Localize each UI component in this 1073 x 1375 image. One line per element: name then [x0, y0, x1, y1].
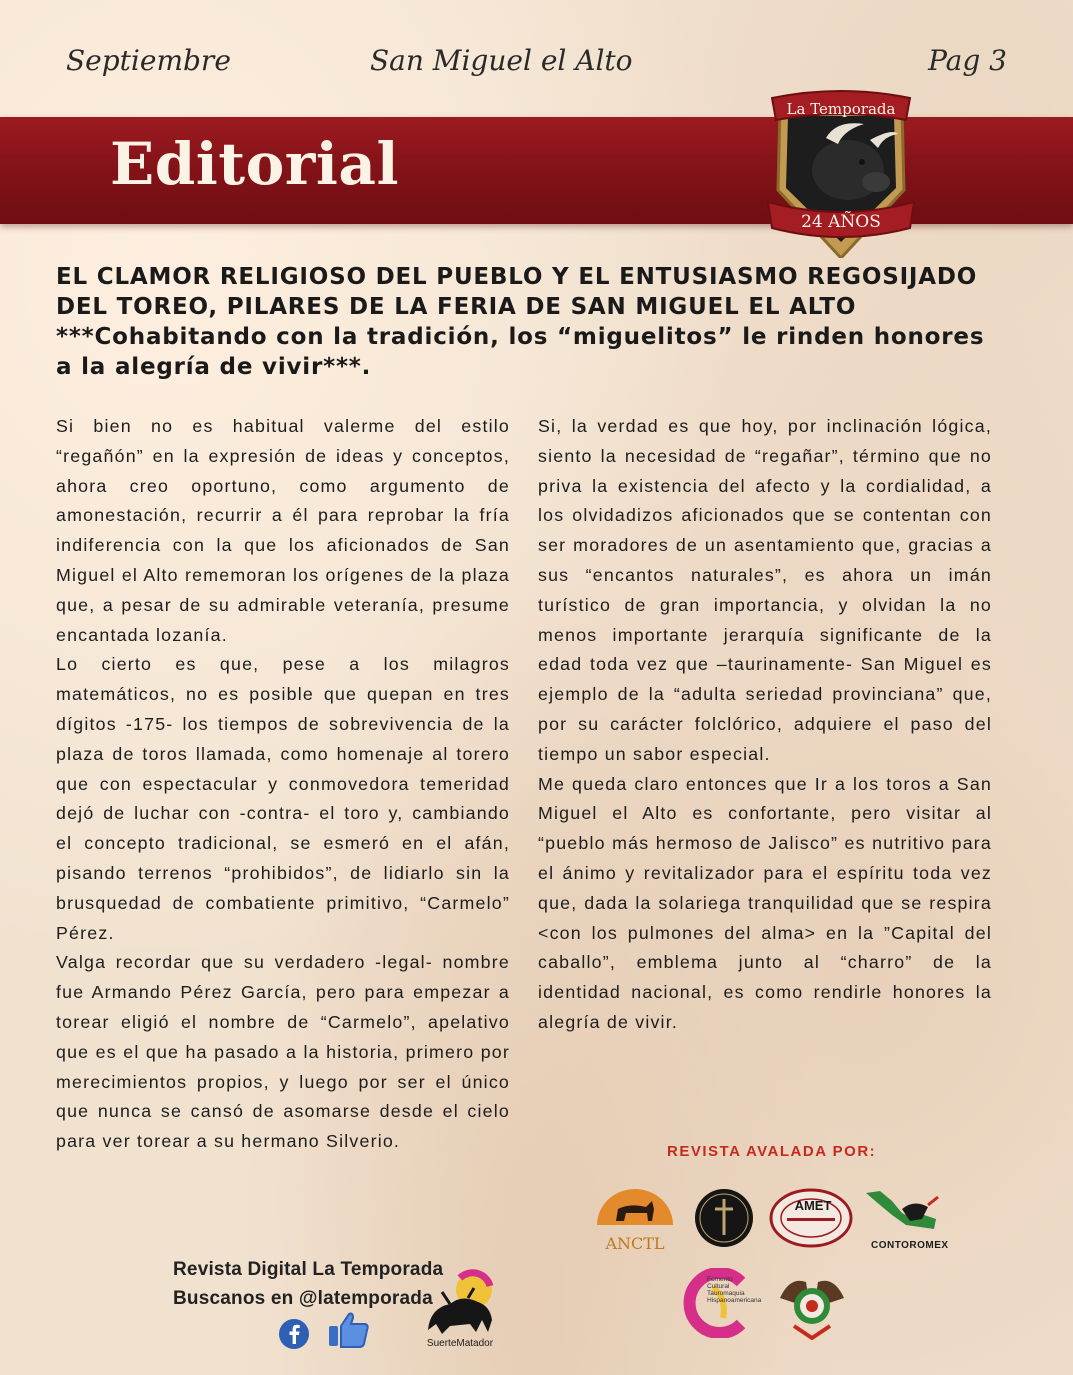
horse-arch-logo: [592, 1185, 678, 1255]
article-column-left: [56, 412, 510, 1157]
bullring-logo: [769, 1188, 853, 1248]
sponsor-anctl-label: ANCTL: [605, 1234, 665, 1253]
header-page-number: Pag 3: [928, 44, 1007, 77]
article-paragraph: Me queda claro entonces que Ir a los toros a San Miguel el Alto es confortante, pero visitar al “pueblo más hermoso de Jalisco” es nutritivo para el ánimo y revitalizador para el espíritu toda vez que, dada la solariega tranquilidad que se respira <con los pulmones del alma> en la ”Capital del caballo”, emblema junto al “charro” de la identidad nacional, es como rendirle honores la alegría de vivir.: [538, 773, 992, 1032]
logo-years-text: 24 AÑOS: [801, 212, 881, 232]
article-paragraph: Lo cierto es que, pese a los milagros matemáticos, no es posible que quepan en tres dígitos -175- los tiempos de sobrevivencia de la plaza de toros llamada, como homenaje al torero que con espectacular y conmovedora temeridad dejó de luchar con -contra- el toro y, cambiando el concepto tradicional, se esmeró en el afán, pisando terrenos “prohibidos”, de lidiarlo sin la brusquedad de combatiente primitivo, “Carmelo” Pérez.: [56, 654, 510, 943]
banner-title: Editorial: [110, 130, 399, 198]
suerte-matador-label: SuerteMatador: [426, 1338, 494, 1349]
article-paragraph: Si, la verdad es que hoy, por inclinación lógica, siento la necesidad de “regañar”, término que no priva la existencia del afecto y la cordialidad, a los olvidadizos aficionados que se contentan con ser moradores de un asentamiento que, gracias a sus “encantos naturales”, es ahora un imán turístico de gran importancia, y olvidan la no menos importante jerarquía significante de la edad toda vez que –taurinamente- San Miguel es ejemplo de la “adulta seriedad provinciana” que, por su carácter folclórico, adquiere el paso del tiempo un sabor especial.: [538, 416, 992, 764]
sponsor-fomento-label: Fomento Cultural Tauromaquia Hispanoamericana: [707, 1276, 762, 1304]
promo-block: [173, 1255, 443, 1313]
sponsor-contoromex-label: CONTOROMEX: [871, 1240, 949, 1251]
headline-line: ***Cohabitando con la tradición, los “miguelitos” le rinden honores: [56, 324, 985, 350]
article-paragraph: Si bien no es habitual valerme del estilo “regañón” en la expresión de ideas y conceptos, ahora creo oportuno, como argumento de amonestación, recurrir a él para reprobar la fría indiferencia con la que los aficionados de San Miguel el Alto rememoran los orígenes de la plaza que, a pesar de su admirable veteranía, presume encantada lozanía.: [56, 416, 510, 645]
thumbs-up-icon[interactable]: [327, 1310, 371, 1350]
headline-line: a la alegría de vivir***.: [56, 354, 372, 380]
suerte-matador-logo: [420, 1268, 500, 1350]
header-month: Septiembre: [66, 44, 231, 77]
article-headline: [56, 262, 985, 382]
sponsor-amet-label: AMET: [794, 1198, 832, 1213]
article-column-right: [538, 412, 992, 1038]
promo-line-magazine: Revista Digital La Temporada: [173, 1259, 444, 1280]
cross-seal-logo: [693, 1187, 755, 1249]
mexico-map-bull-logo: [862, 1185, 942, 1235]
header-city: San Miguel el Alto: [370, 44, 633, 77]
charro-crest-logo: [770, 1268, 854, 1340]
la-temporada-logo: [766, 90, 916, 258]
headline-line: DEL TOREO, PILARES DE LA FERIA DE SAN MIGUEL EL ALTO: [56, 294, 857, 320]
logo-brand-text: La Temporada: [786, 100, 896, 118]
sponsors-heading: REVISTA AVALADA POR:: [667, 1143, 877, 1160]
article-paragraph: Valga recordar que su verdadero -legal- nombre fue Armando Pérez García, pero para empezar a torear eligió el nombre de “Carmelo”, apelativo que es el que ha pasado a la historia, primero por merecimientos propios, y luego por ser el único que nunca se cansó de asomarse desde el cielo para ver torear a su hermano Silverio.: [56, 952, 510, 1152]
promo-line-handle: Buscanos en @latemporada: [173, 1288, 433, 1309]
headline-line: EL CLAMOR RELIGIOSO DEL PUEBLO Y EL ENTUSIASMO REGOSIJADO: [56, 264, 978, 290]
facebook-icon[interactable]: [278, 1318, 310, 1350]
